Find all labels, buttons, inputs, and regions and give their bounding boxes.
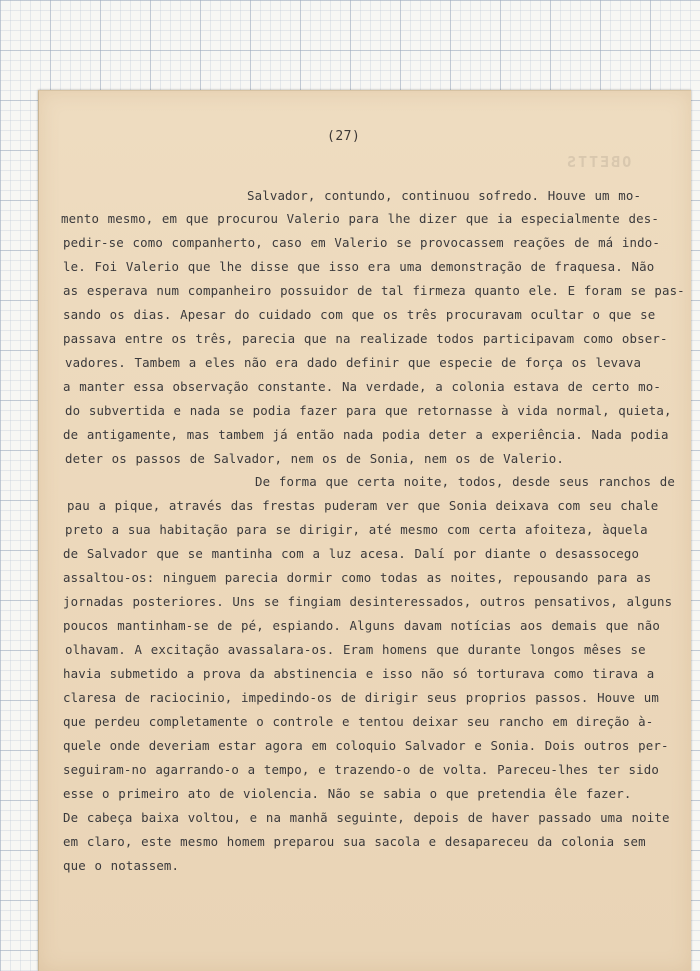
text-line: de antigamente, mas tambem já então nada podia deter a experiência. Nada podia [63,427,669,442]
text-line: le. Foi Valerio que lhe disse que isso era uma demonstração de fraquesa. Não [63,259,655,274]
text-line: vadores. Tambem a eles não era dado definir que especie de força os levava [65,355,642,370]
page-number: (27) [327,129,361,144]
text-line: do subvertida e nada se podia fazer para que retornasse à vida normal, quieta, [65,403,672,418]
text-line: De cabeça baixa voltou, e na manhã seguinte, depois de haver passado uma noite [63,810,670,825]
text-line: que o notassem. [63,858,180,873]
text-line: jornadas posteriores. Uns se fingiam desinteressados, outros pensativos, alguns [63,594,673,609]
text-line: que perdeu completamente o controle e tentou deixar seu rancho em direção à- [63,714,654,729]
text-line: preto a sua habitação para se dirigir, até mesmo com certa afoiteza, àquela [65,522,648,537]
text-line: assaltou-os: ninguem parecia dormir como todas as noites, repousando para as [63,570,652,585]
text-line: claresa de raciocinio, impedindo-os de dirigir seus proprios passos. Houve um [63,690,659,705]
text-line: deter os passos de Salvador, nem os de Sonia, nem os de Valerio. [65,451,565,466]
text-line: pau a pique, através das frestas puderam ver que Sonia deixava com seu chale [67,498,659,513]
text-line: esse o primeiro ato de violencia. Não se sabia o que pretendia êle fazer. [63,786,632,801]
text-line: pedir-se como companherto, caso em Valerio se provocassem reações de má indo- [63,235,660,250]
body-text [39,91,691,971]
text-line: passava entre os três, parecia que na realizade todos participavam como obser- [63,331,668,346]
text-line: em claro, este mesmo homem preparou sua sacola e desapareceu da colonia sem [63,834,646,849]
text-line: as esperava num companheiro possuidor de tal firmeza quanto ele. E foram se pas- [63,283,685,298]
text-line: mento mesmo, em que procurou Valerio para lhe dizer que ia especialmente des- [61,211,659,226]
text-line: a manter essa observação constante. Na verdade, a colonia estava de certo mo- [63,379,661,394]
text-line: de Salvador que se mantinha com a luz acesa. Dalí por diante o desassocego [63,546,640,561]
text-line: Salvador, contundo, continuou sofredo. Houve um mo- [247,188,642,203]
text-line: sando os dias. Apesar do cuidado com que os três procuravam ocultar o que se [63,307,656,322]
text-line: poucos mantinham-se de pé, espiando. Alguns davam notícias aos demais que não [63,618,660,633]
typewritten-page [38,90,691,971]
text-line: havia submetido a prova da abstinencia e isso não só torturava como tirava a [63,666,655,681]
text-line: seguiram-no agarrando-o a tempo, e trazendo-o de volta. Pareceu-lhes ter sido [63,762,659,777]
text-line: olhavam. A excitação avassalara-os. Eram homens que durante longos mêses se [65,642,646,657]
text-line: quele onde deveriam estar agora em coloquio Salvador e Sonia. Dois outros per- [63,738,669,753]
text-line: De forma que certa noite, todos, desde seus ranchos de [255,474,675,489]
bleed-through-text: OBETTS [564,153,631,171]
